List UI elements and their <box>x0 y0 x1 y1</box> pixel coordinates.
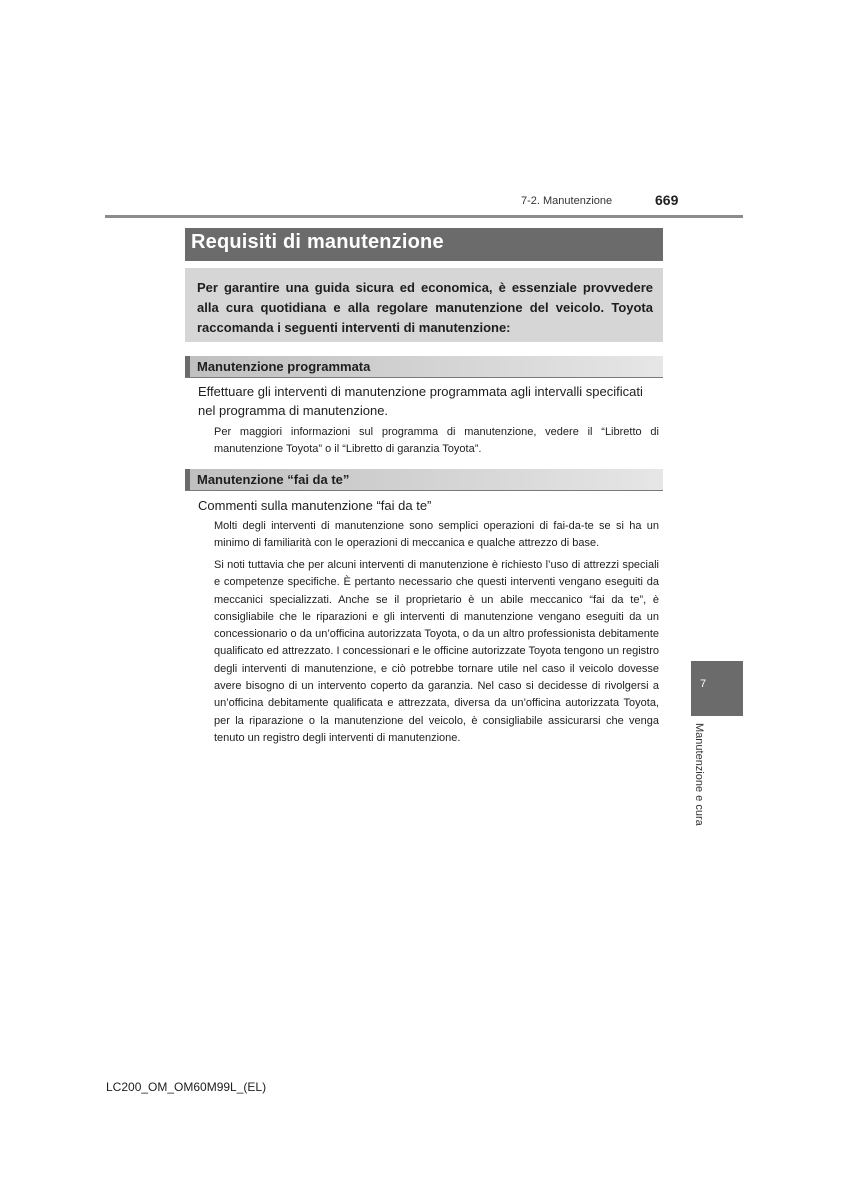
section-heading-fai-da-te <box>185 469 663 491</box>
section-heading-programmata <box>185 356 663 378</box>
section1-note: Per maggiori informazioni sul programma di manutenzione, vedere il “Libretto di manutenzione Toyota” o il “Libretto di garanzia Toyota”. <box>214 426 659 456</box>
intro-box <box>185 268 663 342</box>
intro-text: Per garantire una guida sicura ed economica, è essenziale provvedere alla cura quotidiana e alla regolare manutenzione del veicolo. Toyota raccomanda i seguenti interventi di manutenzione: <box>197 280 653 335</box>
chapter-label: Manutenzione e cura <box>693 723 705 826</box>
title-bar <box>185 228 663 261</box>
document-code: LC200_OM_OM60M99L_(EL) <box>106 1080 267 1094</box>
section2-body: Commenti sulla manutenzione “fai da te” <box>198 498 432 513</box>
page-number: 669 <box>655 192 679 208</box>
section-heading-text: Manutenzione programmata <box>197 359 371 374</box>
page-title: Requisiti di manutenzione <box>191 231 444 253</box>
section2-note-1: Molti degli interventi di manutenzione sono semplici operazioni di fai-da-te se si ha un minimo di familiarità con le operazioni di meccanica e qualche attrezzo di base. <box>214 520 659 550</box>
section2-note-2: Si noti tuttavia che per alcuni interventi di manutenzione è richiesto l’uso di attrezzi speciali e competenze specifiche. È pertanto necessario che questi interventi vengano eseguiti da meccanici specializzati. Anche se il proprietario è un abile meccanico “fai da te”, è consigliabile che le riparazioni e gli interventi di manutenzione vengano eseguiti da un concessionario o da un’officina autorizzata Toyota, o da un altro professionista debitamente qualificato ed attrezzato. I concessionari e le officine autorizzate Toyota tengono un registro degli interventi di manutenzione, e ciò potrebbe tornare utile nel caso il veicolo dovesse avere bisogno di un intervento coperto da garanzia. Nel caso si decidesse di rivolgersi a un’officina debitamente qualificata e attrezzata, diversa da un’officina autorizzata Toyota, per la riparazione o la manutenzione del veicolo, è consigliabile assicurarsi che venga tenuto un registro degli interventi di manutenzione. <box>214 559 659 744</box>
section1-body: Effettuare gli interventi di manutenzione programmata agli intervalli specificati nel programma di manutenzione. <box>198 384 643 418</box>
header-rule <box>105 215 743 218</box>
section-heading-text: Manutenzione “fai da te” <box>197 472 350 487</box>
chapter-number: 7 <box>700 678 707 690</box>
chapter-tab <box>691 661 743 716</box>
running-header-section: 7-2. Manutenzione <box>521 195 613 207</box>
